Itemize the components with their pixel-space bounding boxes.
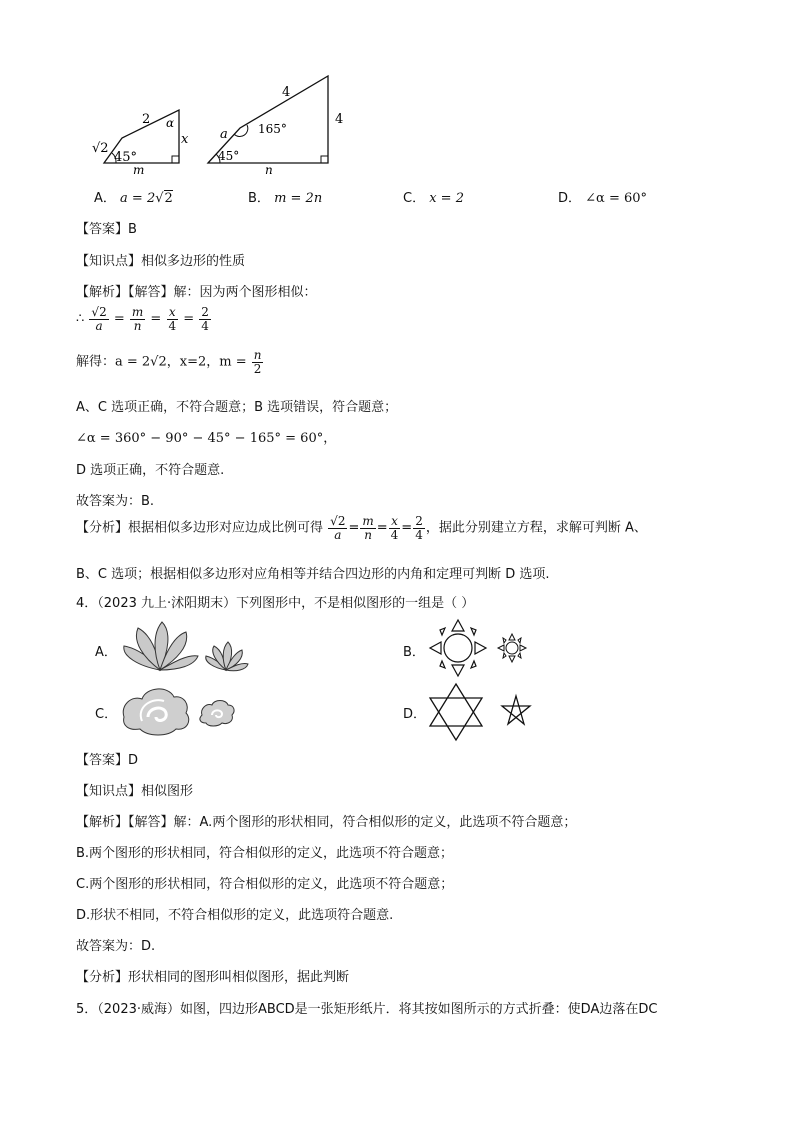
q3-summary: 【分析】根据相似多边形对应边成比例可得 $\frac{√2}{a}$ = $\frac{m}{n}$ = $\frac{x}{4}$ = $\frac{2}{4}$ ，据此分别建立方程，求解可判断 A、 — [76, 514, 647, 542]
q4-conclusion: 故答案为：D. — [76, 939, 156, 954]
q3-knowledge — [76, 250, 245, 269]
q3-conclusion: 故答案为：B. — [76, 494, 155, 509]
small-top-label: 2 — [142, 112, 151, 127]
q4-answer-tag: 【答案】 — [76, 753, 129, 768]
big-top-label: 4 — [282, 85, 291, 100]
ratio-fraction-1: $\frac{√2}{a}$ — [91, 305, 107, 333]
q3-answer — [76, 218, 137, 237]
q3-option-a-sqrt-sign: √ — [155, 191, 164, 206]
sum-frac-4: $\frac{2}{4}$ — [415, 514, 423, 542]
sum-frac-2: $\frac{m}{n}$ — [362, 514, 374, 542]
q4-fig-a — [118, 618, 253, 676]
q4-line-b: B.两个图形的形状相同，符合相似形的定义，此选项不符合题意； — [76, 846, 454, 861]
big-right-label: 4 — [335, 112, 344, 127]
big-angle-left: 45° — [218, 149, 240, 163]
sum-frac-1: $\frac{√2}{a}$ — [330, 514, 346, 542]
q3-summary-post: ，据此分别建立方程，求解可判断 A、 — [425, 520, 647, 536]
q3-option-b — [248, 187, 322, 206]
q4-line-c: C.两个图形的形状相同，符合相似形的定义，此选项不符合题意； — [76, 877, 454, 892]
q3-answer-tag: 【答案】 — [76, 222, 129, 237]
small-right-angle — [172, 156, 179, 163]
big-right-angle — [321, 156, 328, 163]
q4-answer-value: D — [128, 753, 139, 768]
q4-label-a: A． — [95, 645, 117, 660]
fan-shell-small — [206, 642, 248, 671]
sum-frac-3: $\frac{x}{4}$ — [390, 514, 399, 542]
q4-fig-b — [428, 618, 533, 678]
q3-option-c-letter: C． — [403, 191, 426, 206]
small-bottom-label: m — [133, 163, 145, 177]
q3-option-d-expr: ∠α = 60° — [585, 191, 648, 206]
q4-fig-c — [118, 683, 238, 738]
q3-option-a-expr: a = 2 — [120, 191, 156, 206]
pentagram — [502, 696, 530, 724]
q4-line-d: D.形状不相同，不符合相似形的定义，此选项符合题意. — [76, 908, 394, 923]
q4-label-c: C． — [95, 707, 118, 722]
q3-option-d — [558, 187, 647, 206]
q3-line-d: D 选项正确，不符合题意. — [76, 463, 225, 478]
big-angle-mid: 165° — [258, 122, 287, 136]
q3-solve-prefix: 解得：a = 2√2，x=2，m = — [76, 354, 247, 370]
q3-figures — [90, 70, 370, 180]
small-sqrt-label: √2 — [92, 141, 109, 156]
q3-option-a — [94, 187, 173, 206]
q3-analysis-intro: 解：因为两个图形相似： — [173, 285, 317, 300]
sun-large — [430, 620, 486, 676]
q4-summary — [76, 966, 349, 985]
q3-solve-line — [76, 349, 264, 375]
q3-line-ac: A、C 选项正确，不符合题意；B 选项错误，符合题意； — [76, 400, 398, 415]
q3-knowledge-tag: 【知识点】 — [76, 254, 142, 269]
q3-option-d-letter: D． — [558, 191, 582, 206]
q3-option-a-letter: A． — [94, 191, 116, 206]
hexagram — [430, 684, 482, 740]
q3-knowledge-value: 相似多边形的性质 — [141, 254, 246, 269]
q4-summary-text: 形状相同的图形叫相似图形，据此判断 — [128, 970, 350, 985]
q4-answer — [76, 749, 138, 768]
q4-label-b: B． — [403, 645, 425, 660]
big-left-label: a — [220, 127, 228, 142]
q4-analysis-text: 解：A.两个图形的形状相同，符合相似形的定义，此选项不符合题意； — [173, 815, 577, 830]
q3-answer-value: B — [128, 222, 137, 237]
q3-option-b-expr: m = 2n — [274, 191, 323, 206]
q3-ratio-equation: ∴ $\frac{√2}{a}$ = $\frac{m}{n}$ = $\frac{x}{4}$ = $\frac{2}{4}$ — [76, 305, 209, 333]
big-bottom-label: n — [265, 163, 273, 177]
q4-knowledge-tag: 【知识点】 — [76, 784, 142, 799]
q5-title: 5．（2023·威海）如图，四边形ABCD是一张矩形纸片．将其按如图所示的方式折叠：使DA边落在DC — [76, 1002, 658, 1017]
q3-option-c — [403, 187, 464, 206]
q3-line-angle: ∠α = 360° − 90° − 45° − 165° = 60°， — [76, 431, 337, 446]
q3-option-a-radical: 2 — [164, 191, 173, 206]
sun-small — [498, 634, 526, 662]
q4-knowledge-value: 相似图形 — [141, 784, 194, 799]
q3-analysis — [76, 281, 317, 300]
ratio-fraction-3: $\frac{x}{4}$ — [168, 305, 177, 333]
q4-label-d: D． — [403, 707, 427, 722]
q3-option-b-letter: B． — [248, 191, 270, 206]
cloud-large — [123, 689, 189, 735]
q4-fig-d — [428, 682, 538, 742]
ratio-fraction-4: $\frac{2}{4}$ — [201, 305, 209, 333]
q3-summary-tag: 【分析】 — [76, 520, 129, 536]
q3-option-c-expr: x = 2 — [429, 191, 464, 206]
q4-analysis — [76, 811, 576, 830]
q3-solve-fraction: $\frac{n}{2}$ — [253, 348, 262, 376]
fan-shell-large — [124, 622, 198, 670]
small-angle-left: 45° — [114, 150, 138, 165]
ratio-fraction-2: $\frac{m}{n}$ — [131, 305, 144, 333]
q3-analysis-tag: 【解析】【解答】 — [76, 285, 174, 300]
q3-summary-line2: B、C 选项；根据相似多边形对应角相等并结合四边形的内角和定理可判断 D 选项. — [76, 567, 550, 582]
q4-analysis-tag: 【解析】【解答】 — [76, 815, 174, 830]
q3-summary-pre: 根据相似多边形对应边成比例可得 — [128, 520, 324, 536]
q4-summary-tag: 【分析】 — [76, 970, 129, 985]
q4-title: 4．（2023 九上·沭阳期末）下列图形中，不是相似图形的一组是（ ） — [76, 596, 475, 611]
therefore-sign: ∴ — [76, 311, 85, 327]
small-angle-top: α — [166, 116, 175, 130]
small-side-label: x — [181, 132, 189, 147]
cloud-small — [200, 701, 234, 727]
q4-knowledge — [76, 780, 193, 799]
